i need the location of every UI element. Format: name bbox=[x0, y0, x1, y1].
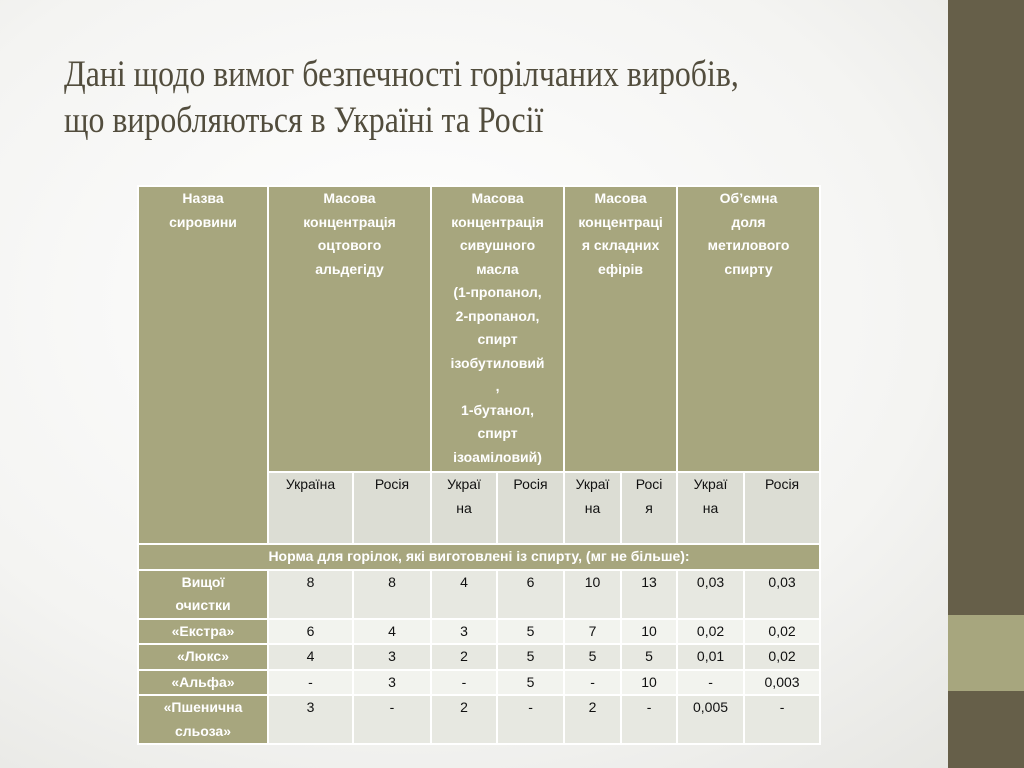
table-cell: 2 bbox=[431, 644, 497, 670]
table-cell: 5 bbox=[564, 644, 621, 670]
table-cell: 5 bbox=[621, 644, 677, 670]
norm-row: Норма для горілок, які виготовлені із спирту, (мг не більше): bbox=[138, 544, 820, 570]
title-line-1: Дані щодо вимог безпечності горілчаних виробів, bbox=[64, 54, 739, 95]
table-cell: 4 bbox=[268, 644, 353, 670]
table-cell: 10 bbox=[564, 570, 621, 619]
title-line-2: що виробляються в Україні та Росії bbox=[64, 100, 544, 141]
table-cell: 10 bbox=[621, 670, 677, 696]
table-cell: 2 bbox=[564, 695, 621, 744]
sidebar-decor-accent bbox=[948, 615, 1024, 691]
table-cell: 8 bbox=[353, 570, 431, 619]
table-cell: - bbox=[431, 670, 497, 696]
table-cell: 5 bbox=[497, 619, 564, 645]
table-cell: 3 bbox=[268, 695, 353, 744]
table-cell: 4 bbox=[353, 619, 431, 645]
table-row bbox=[138, 570, 820, 619]
subheader-cell: Росі я bbox=[621, 472, 677, 544]
slide-title bbox=[64, 52, 804, 144]
table-cell: - bbox=[677, 670, 744, 696]
subheader-cell: Росія bbox=[744, 472, 820, 544]
row-name: «Екстра» bbox=[138, 619, 268, 645]
subheader-cell: Украї на bbox=[564, 472, 621, 544]
table-cell: 0,03 bbox=[744, 570, 820, 619]
subheader-cell: Росія bbox=[497, 472, 564, 544]
table-row bbox=[138, 670, 820, 696]
table-cell: 5 bbox=[497, 670, 564, 696]
table-cell: 3 bbox=[353, 644, 431, 670]
table-cell: - bbox=[744, 695, 820, 744]
table-cell: 0,02 bbox=[744, 619, 820, 645]
data-table bbox=[137, 185, 821, 745]
header-methanol: Об’ємна доля метилового спирту bbox=[677, 186, 820, 472]
table-row bbox=[138, 619, 820, 645]
table-cell: 7 bbox=[564, 619, 621, 645]
row-name: «Альфа» bbox=[138, 670, 268, 696]
table-cell: 0,02 bbox=[744, 644, 820, 670]
header-esters: Масова концентраці я складних ефірів bbox=[564, 186, 677, 472]
subheader-cell: Україна bbox=[268, 472, 353, 544]
table-cell: 4 bbox=[431, 570, 497, 619]
table-cell: 2 bbox=[431, 695, 497, 744]
table-row bbox=[138, 644, 820, 670]
table-cell: 8 bbox=[268, 570, 353, 619]
table-cell: - bbox=[268, 670, 353, 696]
row-name: Вищої очистки bbox=[138, 570, 268, 619]
header-fusel-oil: Масова концентрація сивушного масла (1-пропанол, 2-пропанол, спирт ізобутиловий , 1-бутанол, спирт ізоаміловий) bbox=[431, 186, 564, 472]
header-raw-material: Назва сировини bbox=[138, 186, 268, 544]
table-cell: 5 bbox=[497, 644, 564, 670]
row-name: «Люкс» bbox=[138, 644, 268, 670]
table-cell: 6 bbox=[268, 619, 353, 645]
table-cell: 0,02 bbox=[677, 619, 744, 645]
row-name: «Пшенична сльоза» bbox=[138, 695, 268, 744]
table-cell: 10 bbox=[621, 619, 677, 645]
table-row bbox=[138, 695, 820, 744]
table-cell: - bbox=[497, 695, 564, 744]
subheader-cell: Украї на bbox=[677, 472, 744, 544]
table-cell: 0,03 bbox=[677, 570, 744, 619]
subheader-cell: Росія bbox=[353, 472, 431, 544]
table-cell: 13 bbox=[621, 570, 677, 619]
table-cell: 6 bbox=[497, 570, 564, 619]
table-cell: 0,005 bbox=[677, 695, 744, 744]
subheader-cell: Украї на bbox=[431, 472, 497, 544]
table-cell: - bbox=[621, 695, 677, 744]
header-acetaldehyde: Масова концентрація оцтового альдегіду bbox=[268, 186, 431, 472]
table-cell: - bbox=[564, 670, 621, 696]
table-cell: 0,003 bbox=[744, 670, 820, 696]
table-cell: 3 bbox=[353, 670, 431, 696]
table-cell: 3 bbox=[431, 619, 497, 645]
table-cell: - bbox=[353, 695, 431, 744]
table-cell: 0,01 bbox=[677, 644, 744, 670]
